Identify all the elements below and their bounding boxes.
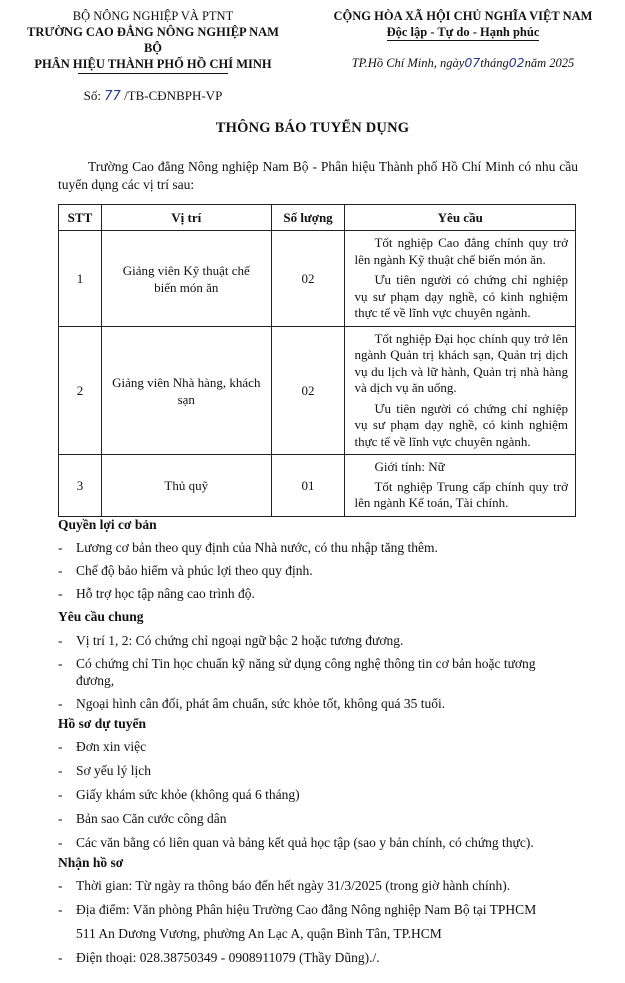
issue-date (318, 55, 608, 71)
row-quantity: 02 (271, 327, 345, 455)
col-header-requirements: Yêu cầu (345, 205, 576, 231)
submission-address: 511 An Dương Vương, phường An Lạc A, quận Bình Tân, TP.HCM (76, 926, 442, 941)
doc-no-suffix: /TB-CĐNBPH-VP (124, 88, 223, 103)
benefits-heading: Quyền lợi cơ bản (58, 517, 157, 532)
national-heading (318, 8, 608, 71)
row-position: Giảng viên Nhà hàng, khách sạn (101, 327, 271, 455)
requirement-text: Ưu tiên người có chứng chỉ nghiệp vụ sư phạm dạy nghề, có kinh nghiệm thực tế về lĩnh vực chuyên ngành. (354, 272, 568, 321)
row-position: Giảng viên Kỹ thuật chế biến món ăn (101, 231, 271, 327)
positions-table (58, 204, 576, 517)
requirement-text: Tốt nghiệp Cao đẳng chính quy trở lên ngành Kỹ thuật chế biến món ăn. (354, 235, 568, 267)
submission-place: - Địa điểm: Văn phòng Phân hiệu Trường Cao đẳng Nông nghiệp Nam Bộ tại TPHCM (58, 901, 598, 918)
date-prefix: TP.Hồ Chí Minh, ngày (351, 56, 465, 70)
requirement-text: Tốt nghiệp Đại học chính quy trở lên ngành Quản trị khách sạn, Quản trị dịch vụ du lịch và lữ hành, Quản trị nhà hàng và dịch vụ ăn uống. (354, 330, 568, 396)
date-month-handwritten: 02 (508, 55, 525, 70)
list-item: - Đơn xin việc (58, 738, 598, 755)
table-row (59, 455, 576, 517)
republic-name: CỘNG HÒA XÃ HỘI CHỦ NGHĨA VIỆT NAM (333, 9, 593, 23)
submission-time: - Thời gian: Từ ngày ra thông báo đến hết ngày 31/3/2025 (trong giờ hành chính). (58, 877, 598, 894)
list-item: - Lương cơ bản theo quy định của Nhà nước, có thu nhập tăng thêm. (58, 539, 598, 556)
list-item: - Ngoại hình cân đối, phát âm chuẩn, sức khỏe tốt, không quá 35 tuổi. (58, 695, 598, 712)
national-motto: Độc lập - Tự do - Hạnh phúc (386, 25, 540, 39)
table-row (59, 327, 576, 455)
requirement-text: Ưu tiên người có chứng chỉ nghiệp vụ sư phạm dạy nghề, có kinh nghiệm thực tế về lĩnh vực chuyên ngành. (354, 400, 568, 449)
date-month-label: tháng (480, 56, 509, 70)
date-day-handwritten: 07 (464, 55, 481, 70)
submission-phone: - Điện thoại: 028.38750349 - 0908911079 (Thầy Dũng)./. (58, 949, 598, 966)
issuer-underline (78, 73, 228, 74)
list-item: - Các văn bằng có liên quan và bảng kết quả học tập (sao y bản chính, có chứng thực). (58, 834, 598, 851)
doc-no-handwritten: 77 (104, 89, 121, 104)
row-quantity: 02 (271, 231, 345, 327)
row-requirements (345, 231, 576, 327)
document-number (18, 88, 288, 105)
row-requirements (345, 455, 576, 517)
col-header-position: Vị trí (101, 205, 271, 231)
row-position: Thủ quỹ (101, 455, 271, 517)
general-heading: Yêu cầu chung (58, 609, 144, 624)
list-item: - Vị trí 1, 2: Có chứng chỉ ngoại ngữ bậc 2 hoặc tương đương. (58, 632, 598, 649)
row-requirements (345, 327, 576, 455)
col-header-stt: STT (59, 205, 102, 231)
row-stt: 1 (59, 231, 102, 327)
intro-paragraph: Trường Cao đẳng Nông nghiệp Nam Bộ - Phân hiệu Thành phố Hồ Chí Minh có nhu cầu tuyển dụng các vị trí sau: (58, 159, 578, 192)
issuer-block (18, 8, 288, 105)
document-title: THÔNG BÁO TUYỂN DỤNG (215, 120, 410, 136)
row-stt: 3 (59, 455, 102, 517)
branch-name: PHÂN HIỆU THÀNH PHỐ HỒ CHÍ MINH (34, 57, 272, 71)
requirement-text: Giới tính: Nữ (374, 459, 445, 475)
list-item: - Bản sao Căn cước công dân (58, 810, 598, 827)
row-quantity: 01 (271, 455, 345, 517)
ministry-name: BỘ NÔNG NGHIỆP VÀ PTNT (72, 9, 234, 23)
school-name: TRƯỜNG CAO ĐẲNG NÔNG NGHIỆP NAM BỘ (27, 25, 279, 55)
date-year: năm 2025 (524, 56, 575, 70)
col-header-quantity: Số lượng (271, 205, 345, 231)
table-header-row (59, 205, 576, 231)
list-item: - Giấy khám sức khỏe (không quá 6 tháng) (58, 786, 598, 803)
doc-no-prefix: Số: (83, 88, 102, 103)
list-item: - Sơ yếu lý lịch (58, 762, 598, 779)
list-item: - Hỗ trợ học tập nâng cao trình độ. (58, 585, 598, 602)
table-row (59, 231, 576, 327)
dossier-heading: Hồ sơ dự tuyển (58, 716, 146, 731)
general-requirements-section (58, 609, 598, 712)
requirement-text: Tốt nghiệp Trung cấp chính quy trở lên ngành Kế toán, Tài chính. (354, 478, 568, 511)
submission-section (58, 855, 598, 966)
list-item: - Chế độ bảo hiểm và phúc lợi theo quy định. (58, 562, 598, 579)
submission-heading: Nhận hồ sơ (58, 855, 124, 870)
list-item: - Có chứng chỉ Tin học chuẩn kỹ năng sử dụng công nghệ thông tin cơ bản hoặc tương đương, (58, 655, 576, 689)
row-stt: 2 (59, 327, 102, 455)
benefits-section (58, 517, 598, 602)
dossier-section (58, 716, 598, 851)
